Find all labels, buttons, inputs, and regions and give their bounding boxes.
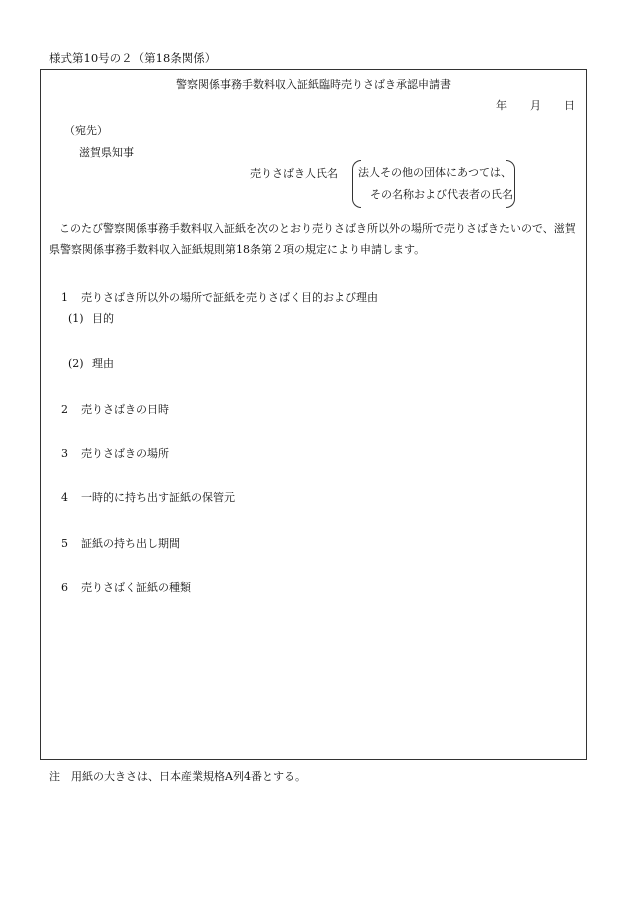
date-year-label: 年 (496, 99, 507, 112)
sub-item-label: 理由 (92, 357, 114, 370)
document-title: 警察関係事務手数料収入証紙臨時売りさばき承認申請書 (176, 78, 451, 91)
item-number: 6 (61, 581, 68, 594)
application-statement: このたび警察関係事務手数料収入証紙を次のとおり売りさばき所以外の場所で売りさばきたいので、滋賀県警察関係事務手数料収入証紙規則第18条第２項の規定により申請します。 (49, 222, 576, 256)
sub-item-label: 目的 (92, 312, 114, 325)
item-label: 証紙の持ち出し期間 (81, 537, 180, 550)
item-number: 5 (61, 537, 68, 550)
item-5 (61, 535, 180, 551)
date-month-label: 月 (530, 99, 541, 112)
item-label: 売りさばき所以外の場所で証紙を売りさばく目的および理由 (81, 291, 378, 304)
item-label: 売りさばきの場所 (81, 447, 169, 460)
item-1 (61, 289, 378, 305)
sub-item-purpose (68, 310, 114, 326)
footnote: 注 用紙の大きさは、日本産業規格A列4番とする。 (49, 770, 306, 783)
form-number: 様式第10号の２（第18条関係） (49, 51, 217, 65)
item-label: 売りさばきの日時 (81, 403, 169, 416)
bracket-note-line1: 法人その他の団体にあつては、 (358, 166, 512, 179)
item-number: 4 (61, 491, 68, 504)
sub-item-number: (2) (68, 357, 84, 370)
addressee: 滋賀県知事 (79, 146, 134, 159)
item-label: 売りさばく証紙の種類 (81, 581, 191, 594)
item-2 (61, 401, 169, 417)
item-6 (61, 579, 191, 595)
date-day-label: 日 (564, 99, 575, 112)
item-label: 一時的に持ち出す証紙の保管元 (81, 491, 235, 504)
addressee-label: （宛先） (64, 124, 108, 137)
item-number: 3 (61, 447, 68, 460)
bracket-note-line2: その名称および代表者の氏名 (370, 188, 513, 201)
item-3 (61, 445, 169, 461)
sub-item-reason (68, 355, 114, 371)
seller-name-label: 売りさばき人氏名 (250, 167, 338, 180)
item-4 (61, 489, 235, 505)
sub-item-number: (1) (68, 312, 84, 325)
item-number: 2 (61, 403, 68, 416)
item-number: 1 (61, 291, 68, 304)
